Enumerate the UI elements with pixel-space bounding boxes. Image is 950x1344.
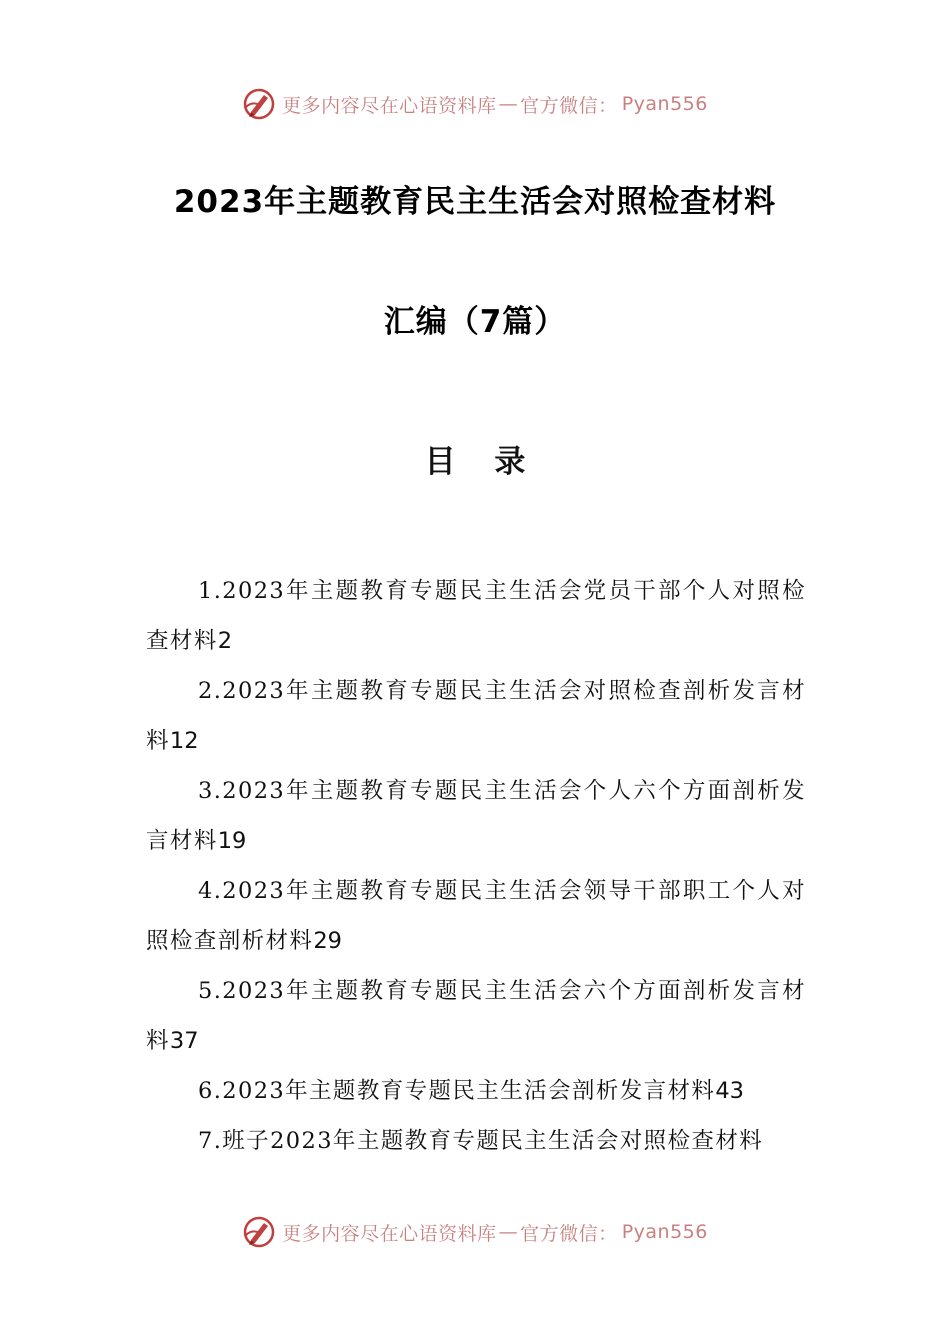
toc-item-text: 3.2023年主题教育专题民主生活会个人六个方面剖析发言材料 (146, 778, 806, 854)
table-of-contents (146, 566, 806, 1166)
watermark-official: 官方微信： (520, 94, 618, 117)
toc-item-2 (146, 666, 806, 766)
toc-item-page: 19 (217, 828, 247, 854)
document-title: 2023年主题教育民主生活会对照检查材料 (173, 184, 777, 220)
watermark-handle: Pyan556 (621, 1221, 708, 1243)
toc-item-text: 4.2023年主题教育专题民主生活会领导干部职工个人对照检查剖析材料 (146, 878, 806, 954)
toc-item-text: 5.2023年主题教育专题民主生活会六个方面剖析发言材料 (146, 978, 806, 1054)
toc-item-text: 2.2023年主题教育专题民主生活会对照检查剖析发言材料 (146, 678, 806, 754)
toc-item-page: 12 (169, 728, 199, 754)
toc-item-3 (146, 766, 806, 866)
watermark-text: 更多内容尽在心语资料库 (282, 94, 497, 117)
toc-item-text: 7.班子2023年主题教育专题民主生活会对照检查材料 (198, 1128, 764, 1154)
pen-logo-icon (242, 1215, 276, 1249)
watermark-separator: — (498, 1221, 519, 1243)
toc-item-text: 6.2023年主题教育专题民主生活会剖析发言材料 (198, 1078, 716, 1104)
watermark-official: 官方微信： (520, 1222, 618, 1245)
toc-item-page: 29 (313, 928, 342, 954)
toc-item-text: 1.2023年主题教育专题民主生活会党员干部个人对照检查材料 (146, 578, 806, 654)
footer-watermark (0, 1212, 950, 1252)
header-watermark (0, 84, 950, 124)
toc-item-page: 37 (169, 1028, 199, 1054)
toc-item-1 (146, 566, 806, 666)
watermark-handle: Pyan556 (621, 93, 708, 115)
toc-item-page: 43 (715, 1078, 744, 1104)
toc-item-7 (146, 1116, 806, 1166)
toc-item-5 (146, 966, 806, 1066)
watermark-separator: — (498, 93, 519, 115)
pen-logo-icon (242, 87, 276, 121)
toc-heading: 目 录 (424, 444, 540, 480)
document-subtitle: 汇编（7篇） (383, 304, 567, 340)
watermark-text: 更多内容尽在心语资料库 (282, 1222, 497, 1245)
toc-item-6 (146, 1066, 806, 1116)
toc-item-page: 2 (217, 628, 233, 654)
toc-item-4 (146, 866, 806, 966)
